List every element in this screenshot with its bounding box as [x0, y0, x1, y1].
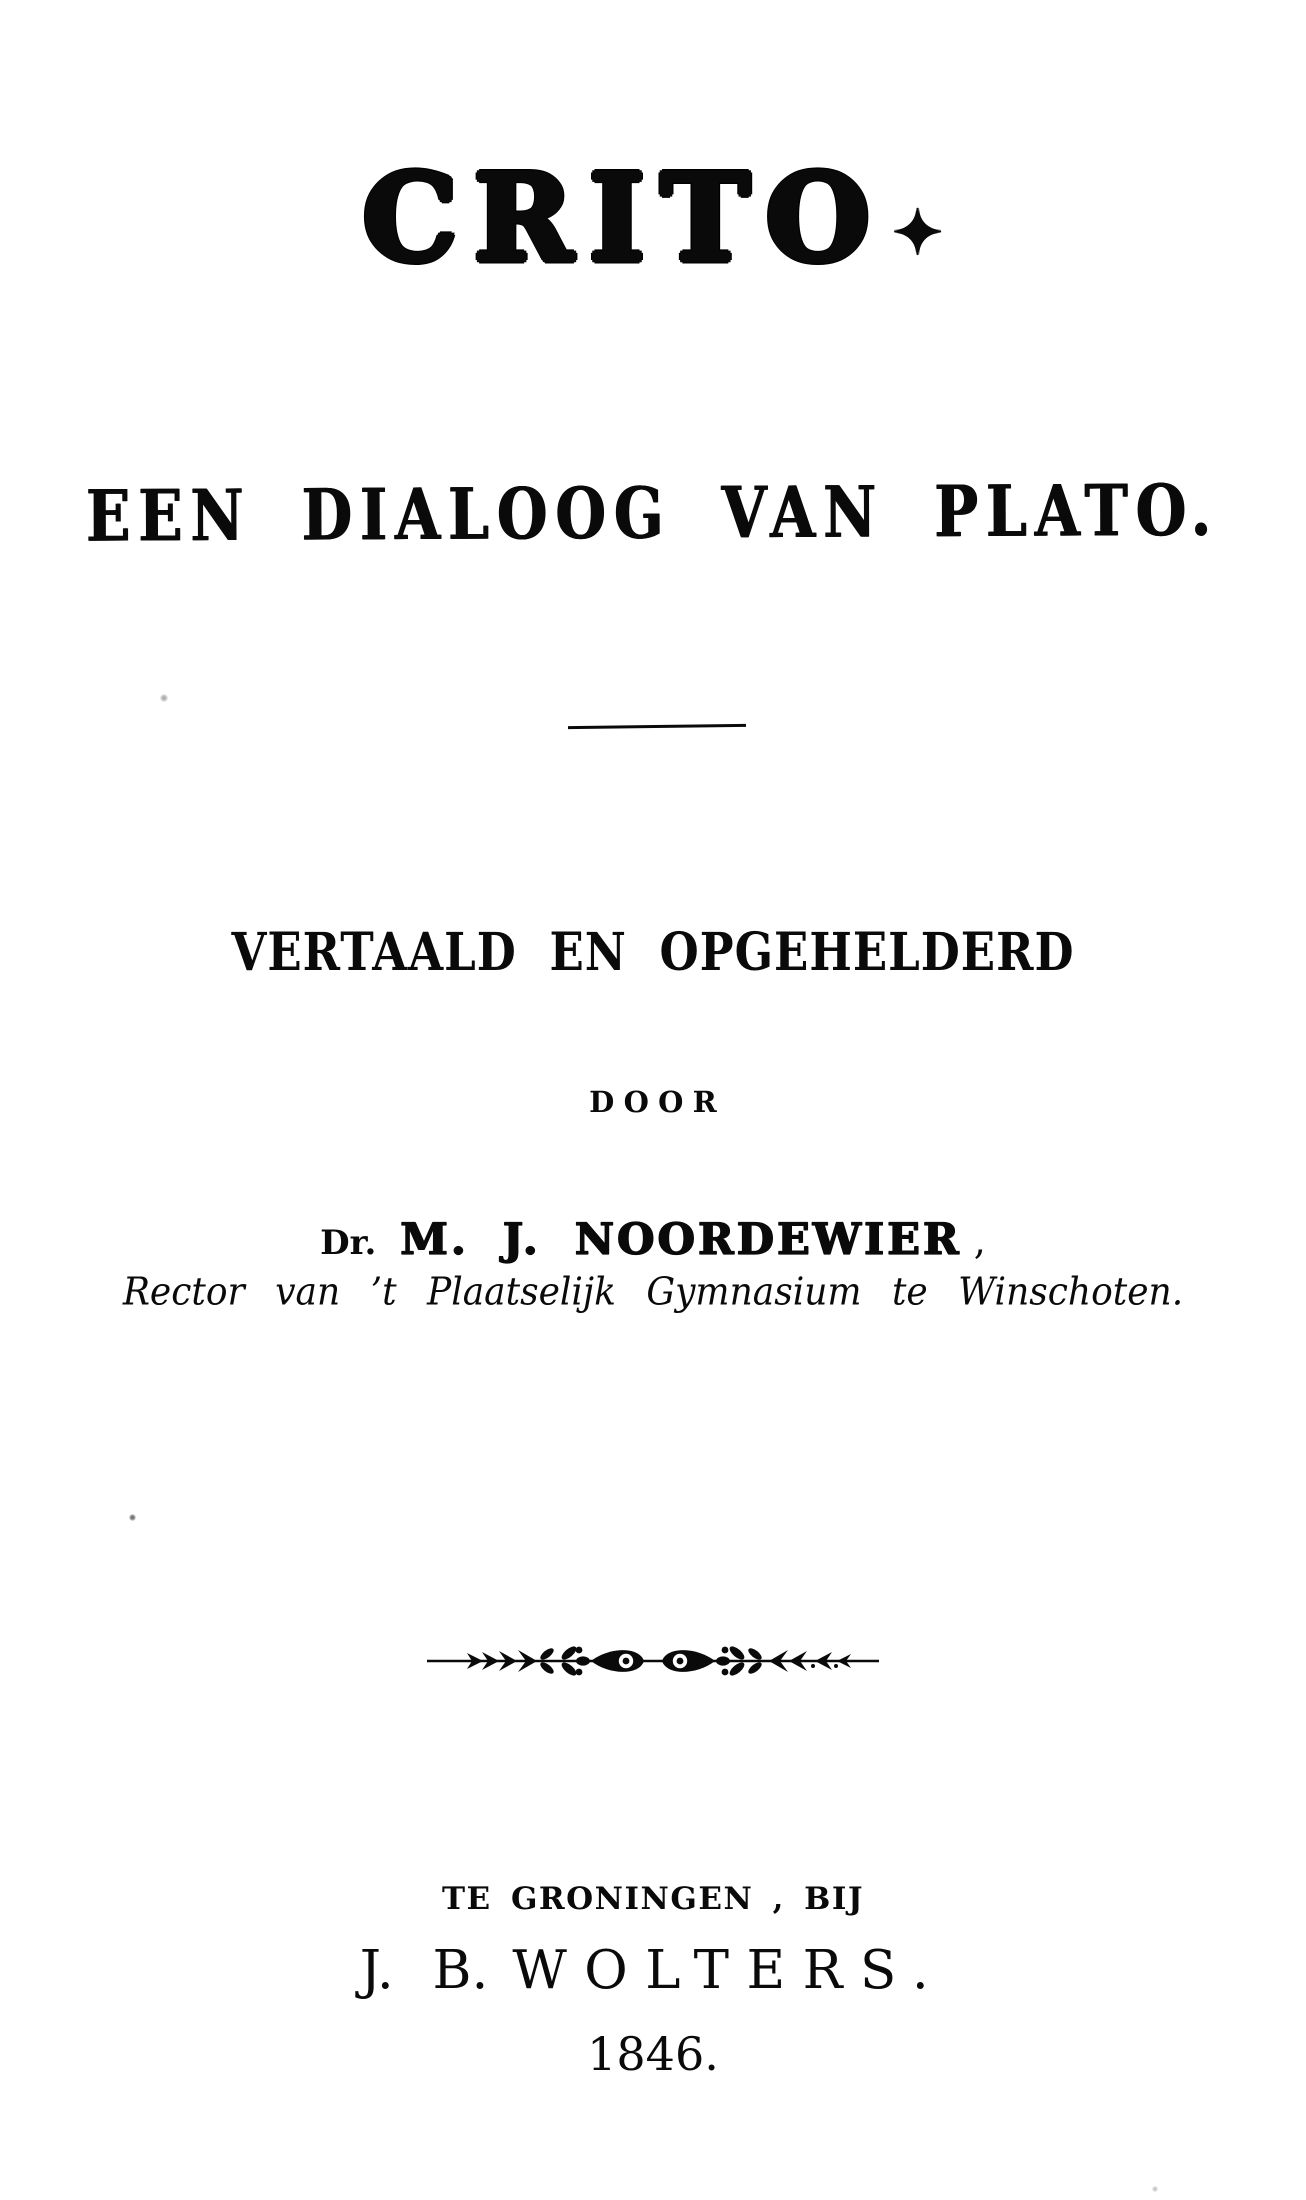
door-label — [0, 1085, 1306, 1119]
ink-speck — [1152, 2186, 1158, 2192]
ink-speck — [129, 1514, 136, 1521]
publication-year — [0, 2027, 1306, 2081]
publisher-name: WOLTERS. — [512, 1940, 947, 2001]
door-text: DOOR — [589, 1085, 727, 1119]
subtitle-text: EEN DIALOOG VAN PLATO. — [86, 468, 1220, 558]
author-prefix: Dr. — [320, 1223, 377, 1263]
publication-year-text: 1846. — [587, 2027, 719, 2081]
author-role-text: Rector van ’t Plaatselijk Gymnasium te Winschoten. — [122, 1270, 1184, 1315]
title-period-ornament-icon: ✦ — [891, 196, 944, 269]
subtitle — [0, 468, 1306, 558]
imprint-city-text: TE GRONINGEN , BIJ — [441, 1881, 865, 1917]
author-comma: , — [973, 1219, 986, 1263]
title-text: CRITO — [362, 148, 886, 289]
author-line — [0, 1215, 1306, 1265]
publisher-initials: J. B. — [359, 1940, 489, 2001]
translated-line — [0, 921, 1306, 983]
translated-text: VERTAALD EN OPGEHELDERD — [231, 921, 1075, 983]
ornament-divider — [0, 1640, 1306, 1683]
author-role — [0, 1270, 1306, 1315]
publisher-line — [0, 1940, 1306, 2001]
page-title — [0, 148, 1306, 289]
foliate-ornament-icon — [423, 1640, 883, 1680]
divider-rule — [568, 724, 746, 729]
author-name: M. J. NOORDEWIER — [400, 1215, 962, 1265]
ink-speck — [160, 694, 168, 702]
imprint-city — [0, 1881, 1306, 1917]
